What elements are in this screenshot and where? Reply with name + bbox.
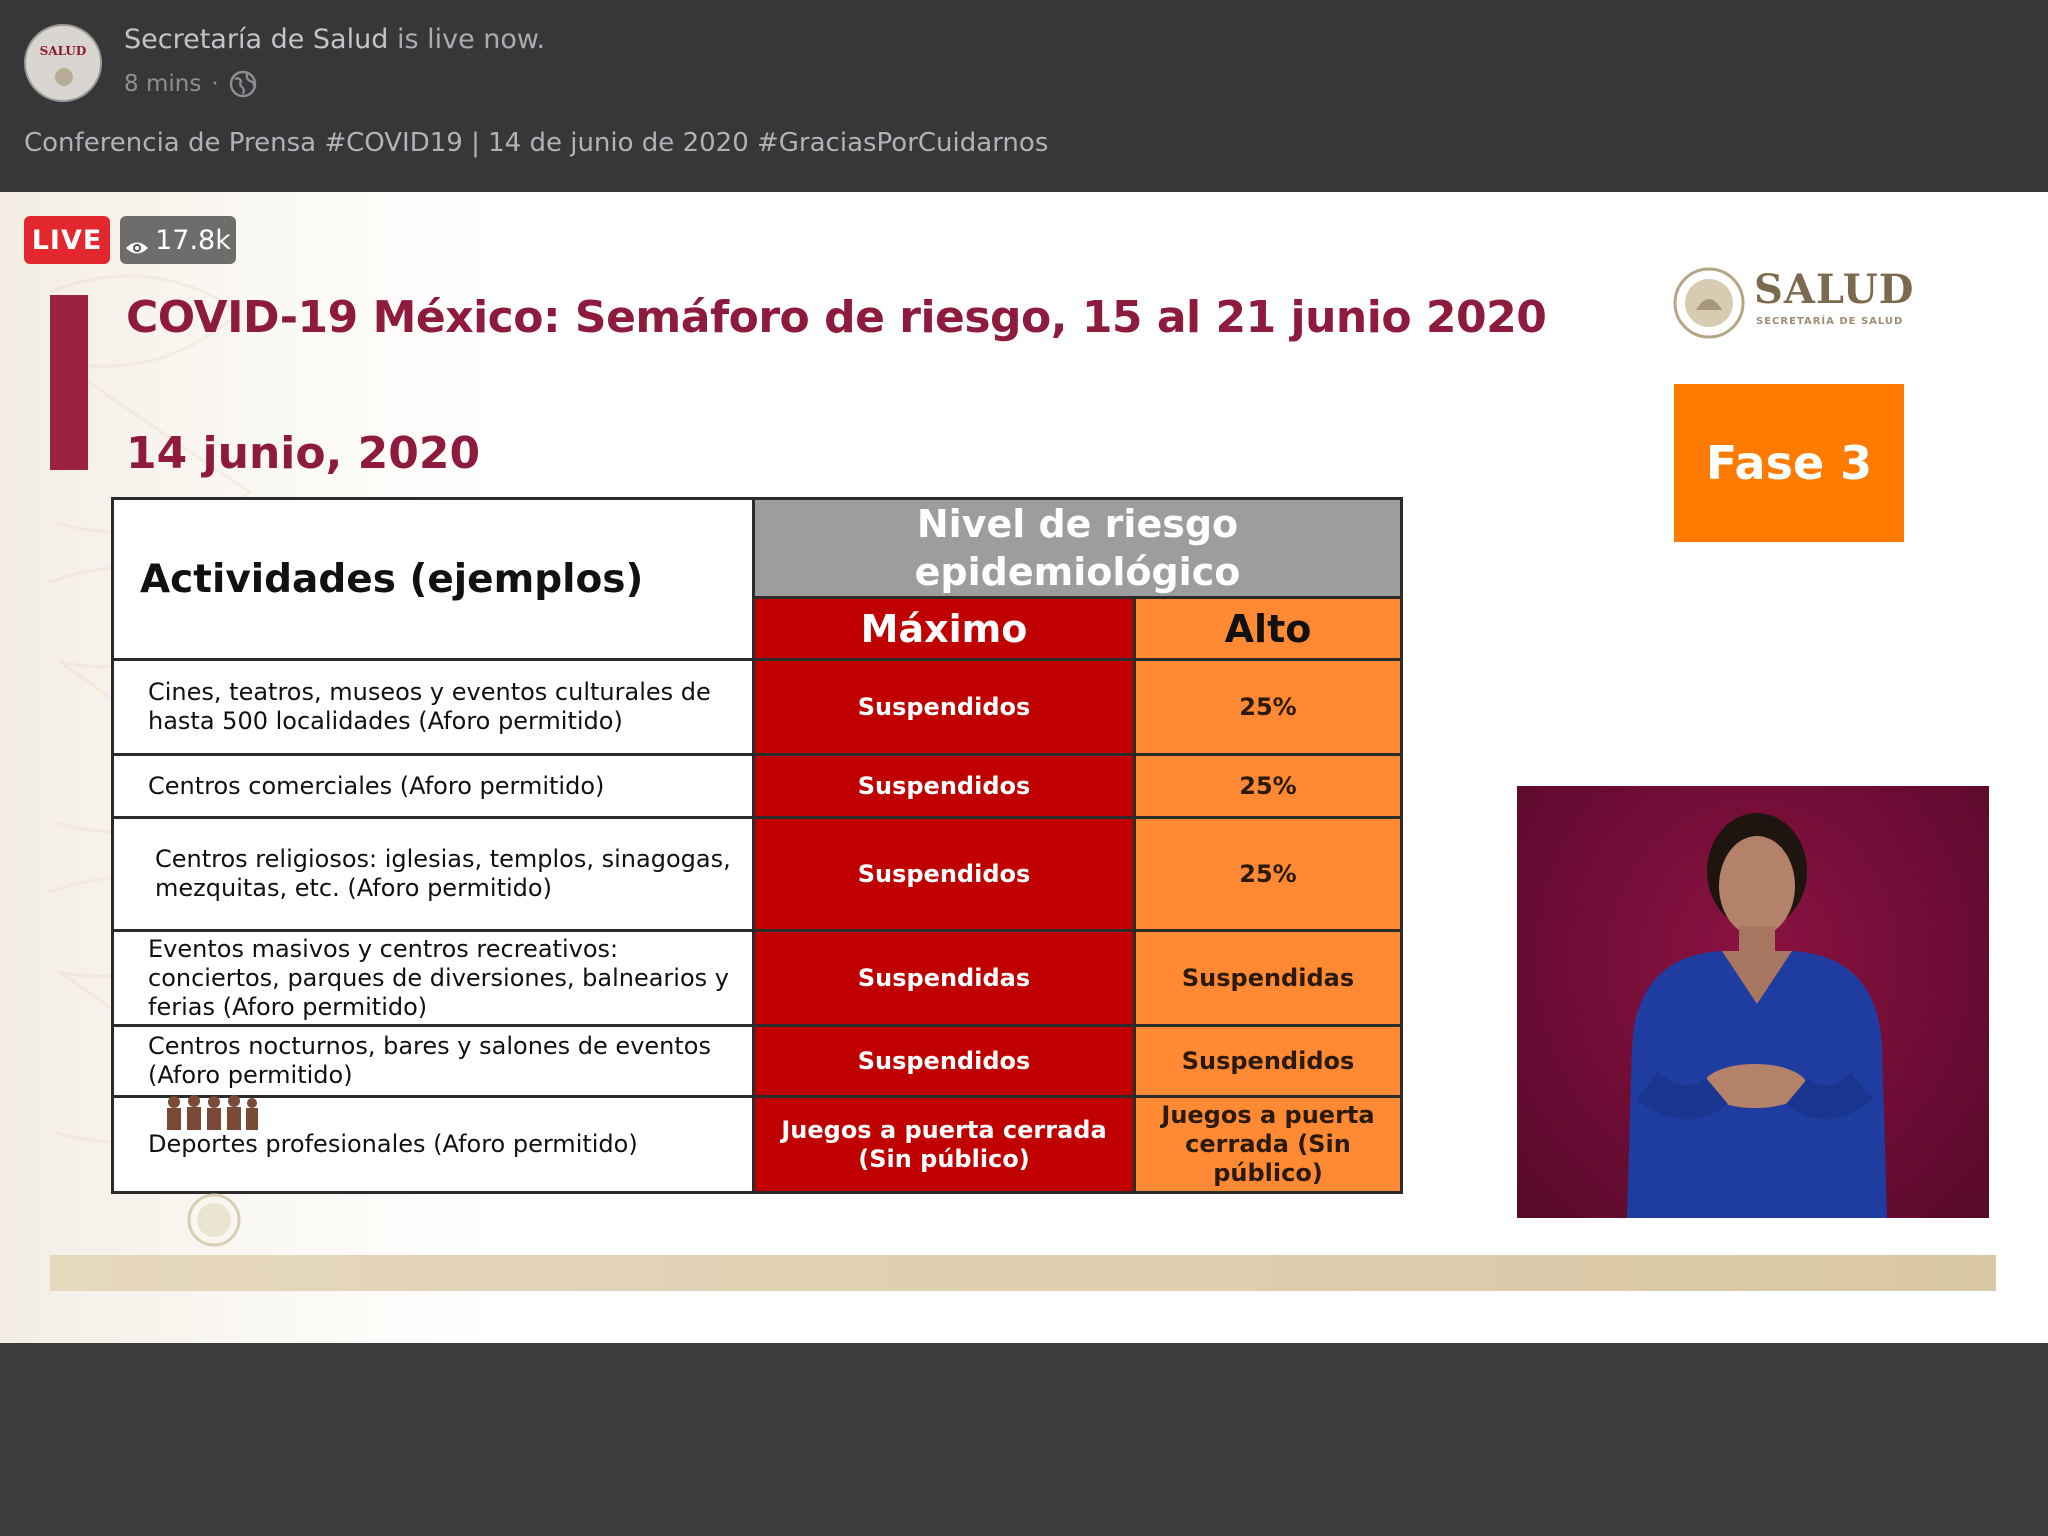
mexico-seal-icon — [1672, 266, 1746, 340]
high-header: Alto — [1135, 598, 1402, 660]
high-cell: 25% — [1135, 660, 1402, 755]
maximum-cell: Suspendidos — [754, 818, 1135, 931]
mexico-seal-icon — [186, 1192, 242, 1248]
below-video-area — [0, 1343, 2048, 1536]
maximum-header: Máximo — [754, 598, 1135, 660]
activity-cell: Centros religiosos: iglesias, templos, sinagogas, mezquitas, etc. (Aforo permitido) — [113, 818, 754, 931]
slide-footer-band — [50, 1255, 1996, 1291]
high-cell: Suspendidas — [1135, 931, 1402, 1026]
sign-language-interpreter-video — [1517, 786, 1989, 1218]
activity-cell: Deportes profesionales (Aforo permitido) — [113, 1097, 754, 1193]
high-cell: Suspendidos — [1135, 1026, 1402, 1097]
table-row — [113, 1097, 1402, 1193]
viewer-count: 17.8k — [155, 224, 231, 256]
avatar-seal-icon — [55, 68, 73, 86]
maximum-cell: Suspendidos — [754, 755, 1135, 818]
post-meta — [124, 70, 257, 98]
live-video-player[interactable] — [0, 192, 2048, 1343]
viewer-count-badge — [120, 216, 236, 264]
maximum-cell: Suspendidos — [754, 1026, 1135, 1097]
table-row — [113, 1026, 1402, 1097]
risk-level-header: Nivel de riesgo epidemiológico — [754, 499, 1402, 598]
title-accent-bar — [50, 295, 88, 470]
high-cell: 25% — [1135, 818, 1402, 931]
phase-box: Fase 3 — [1674, 384, 1904, 542]
post-header — [0, 0, 2048, 192]
maximum-cell: Juegos a puerta cerrada (Sin público) — [754, 1097, 1135, 1193]
activity-cell: Cines, teatros, museos y eventos culturales de hasta 500 localidades (Aforo permitido) — [113, 660, 754, 755]
risk-table — [111, 497, 1403, 1194]
activity-cell: Centros comerciales (Aforo permitido) — [113, 755, 754, 818]
high-cell: Juegos a puerta cerrada (Sin público) — [1135, 1097, 1402, 1193]
globe-icon[interactable] — [229, 70, 257, 98]
table-row — [113, 755, 1402, 818]
salud-logo — [1672, 266, 1915, 356]
page-avatar[interactable] — [24, 24, 102, 102]
activity-cell: Centros nocturnos, bares y salones de eventos (Aforo permitido) — [113, 1026, 754, 1097]
high-cell: 25% — [1135, 755, 1402, 818]
activities-header: Actividades (ejemplos) — [113, 499, 754, 660]
logo-subtitle: SECRETARÍA DE SALUD — [1756, 316, 1904, 327]
slide-title: COVID-19 México: Semáforo de riesgo, 15 al 21 junio 2020 — [126, 292, 1547, 343]
eye-icon — [125, 232, 149, 248]
post-time[interactable]: 8 mins — [124, 71, 202, 97]
logo-title: SALUD — [1754, 266, 1915, 313]
table-row — [113, 660, 1402, 755]
activity-cell: Eventos masivos y centros recreativos: conciertos, parques de diversiones, balnearios y ferias (Aforo permitido) — [113, 931, 754, 1026]
page-name-link[interactable]: Secretaría de Salud — [124, 24, 389, 55]
maximum-cell: Suspendidos — [754, 660, 1135, 755]
slide-date: 14 junio, 2020 — [126, 428, 481, 479]
avatar-logo-text: SALUD — [39, 44, 87, 58]
live-badge: LIVE — [24, 216, 110, 264]
table-row — [113, 818, 1402, 931]
meta-separator: · — [211, 71, 219, 97]
live-status-text: is live now. — [388, 24, 546, 55]
table-row — [113, 931, 1402, 1026]
post-author-line — [124, 24, 545, 55]
maximum-cell: Suspendidas — [754, 931, 1135, 1026]
crowd-sticker-image — [162, 1092, 262, 1132]
post-caption: Conferencia de Prensa #COVID19 | 14 de junio de 2020 #GraciasPorCuidarnos — [24, 128, 1049, 158]
